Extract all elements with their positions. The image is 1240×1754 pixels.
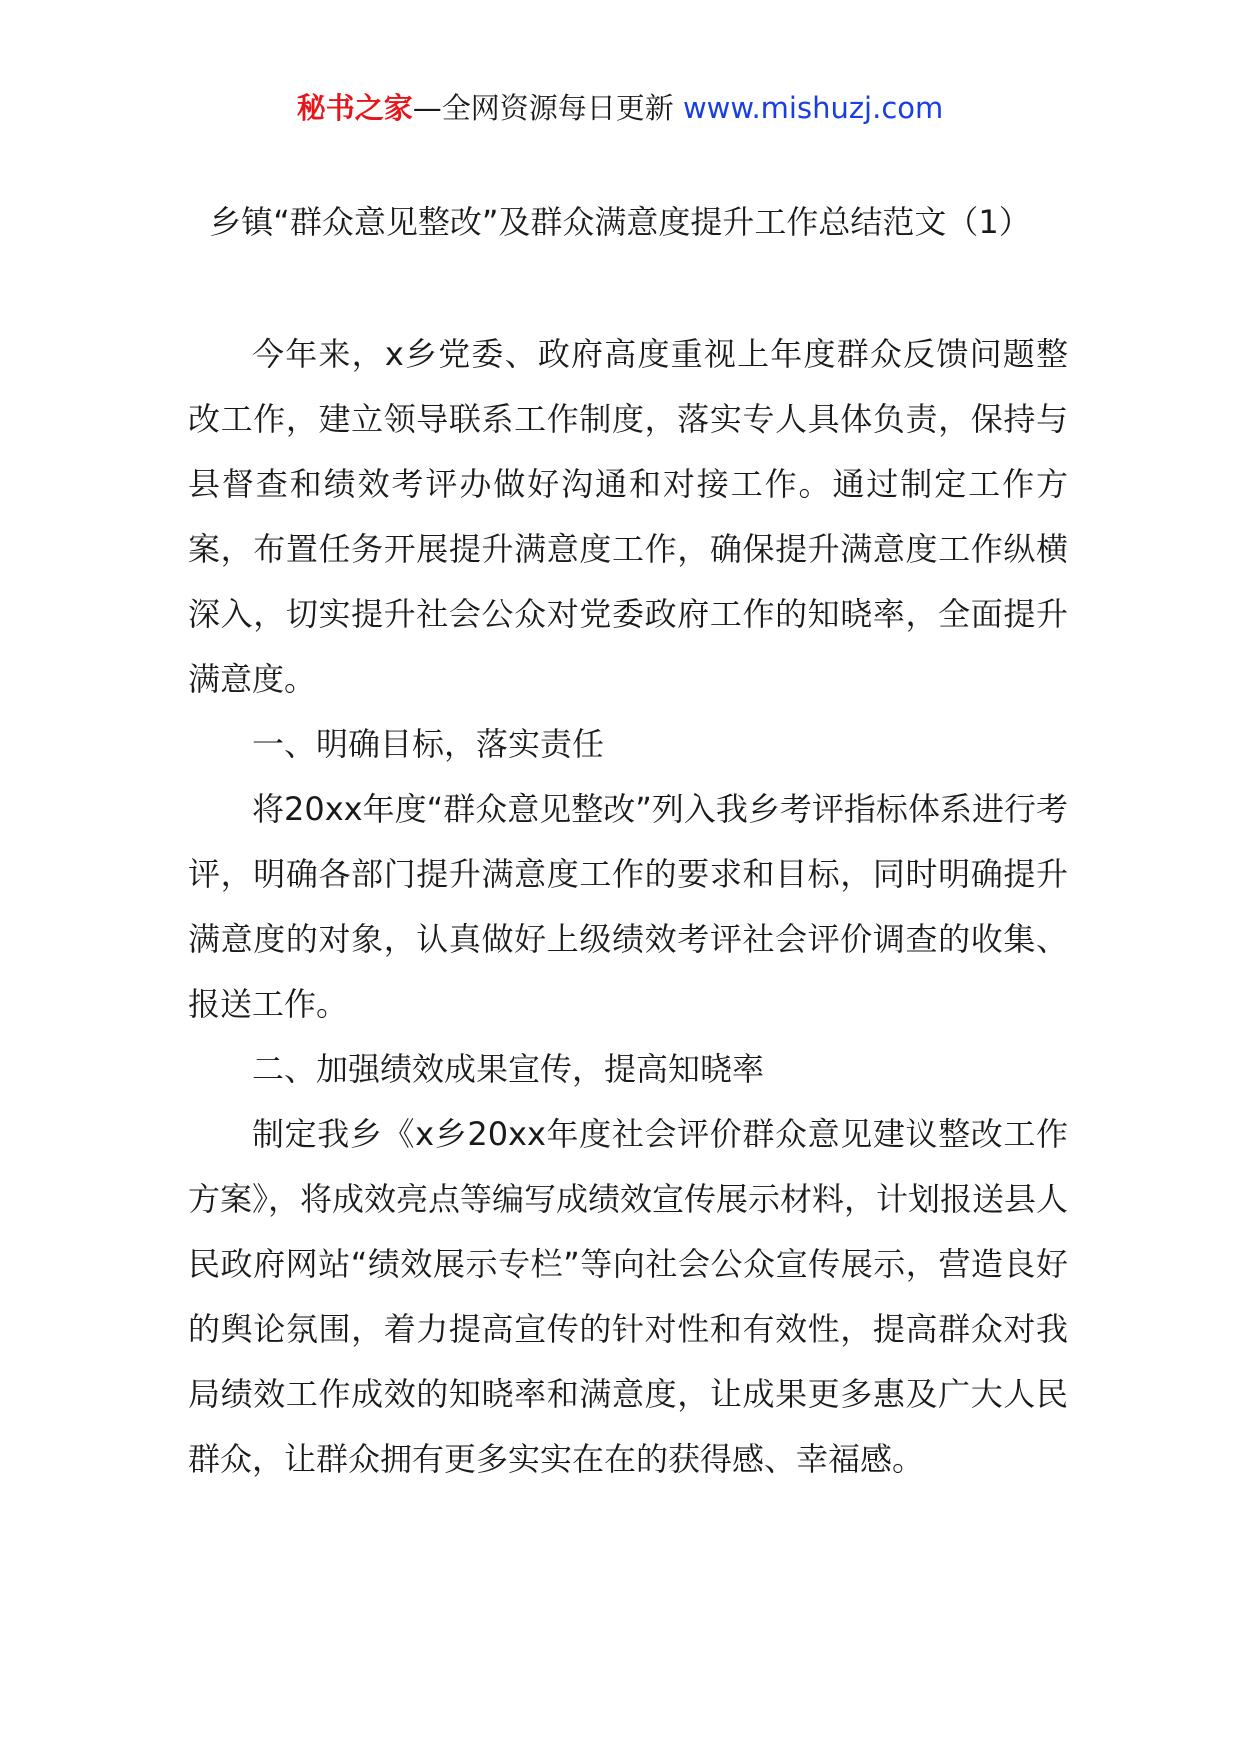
paragraph-intro: 今年来，x乡党委、政府高度重视上年度群众反馈问题整改工作，建立领导联系工作制度，落实专人具体负责，保持与县督查和绩效考评办做好沟通和对接工作。通过制定工作方案，布置任务开展提升满意度工作，确保提升满意度工作纵横深入，切实提升社会公众对党委政府工作的知晓率，全面提升满意度。 [188, 335, 1068, 698]
document-title: 乡镇“群众意见整改”及群众满意度提升工作总结范文（1） [209, 203, 1031, 241]
section-heading-2: 二、加强绩效成果宣传，提高知晓率 [252, 1050, 765, 1088]
paragraph-section-1: 将20xx年度“群众意见整改”列入我乡考评指标体系进行考评，明确各部门提升满意度工作的要求和目标，同时明确提升满意度的对象，认真做好上级绩效考评社会评价调查的收集、报送工作。 [188, 790, 1068, 1023]
site-header [0, 88, 1240, 128]
site-slogan: —全网资源每日更新 [412, 91, 683, 125]
site-brand: 秘书之家 [296, 91, 413, 125]
document-body [188, 322, 1068, 1492]
section-heading-1: 一、明确目标，落实责任 [252, 725, 605, 763]
site-url-link[interactable]: www.mishuzj.com [682, 91, 944, 125]
paragraph-section-2: 制定我乡《x乡20xx年度社会评价群众意见建议整改工作方案》，将成效亮点等编写成绩效宣传展示材料，计划报送县人民政府网站“绩效展示专栏”等向社会公众宣传展示，营造良好的舆论氛围，着力提高宣传的针对性和有效性，提高群众对我局绩效工作成效的知晓率和满意度，让成果更多惠及广大人民群众，让群众拥有更多实实在在的获得感、幸福感。 [188, 1115, 1069, 1478]
